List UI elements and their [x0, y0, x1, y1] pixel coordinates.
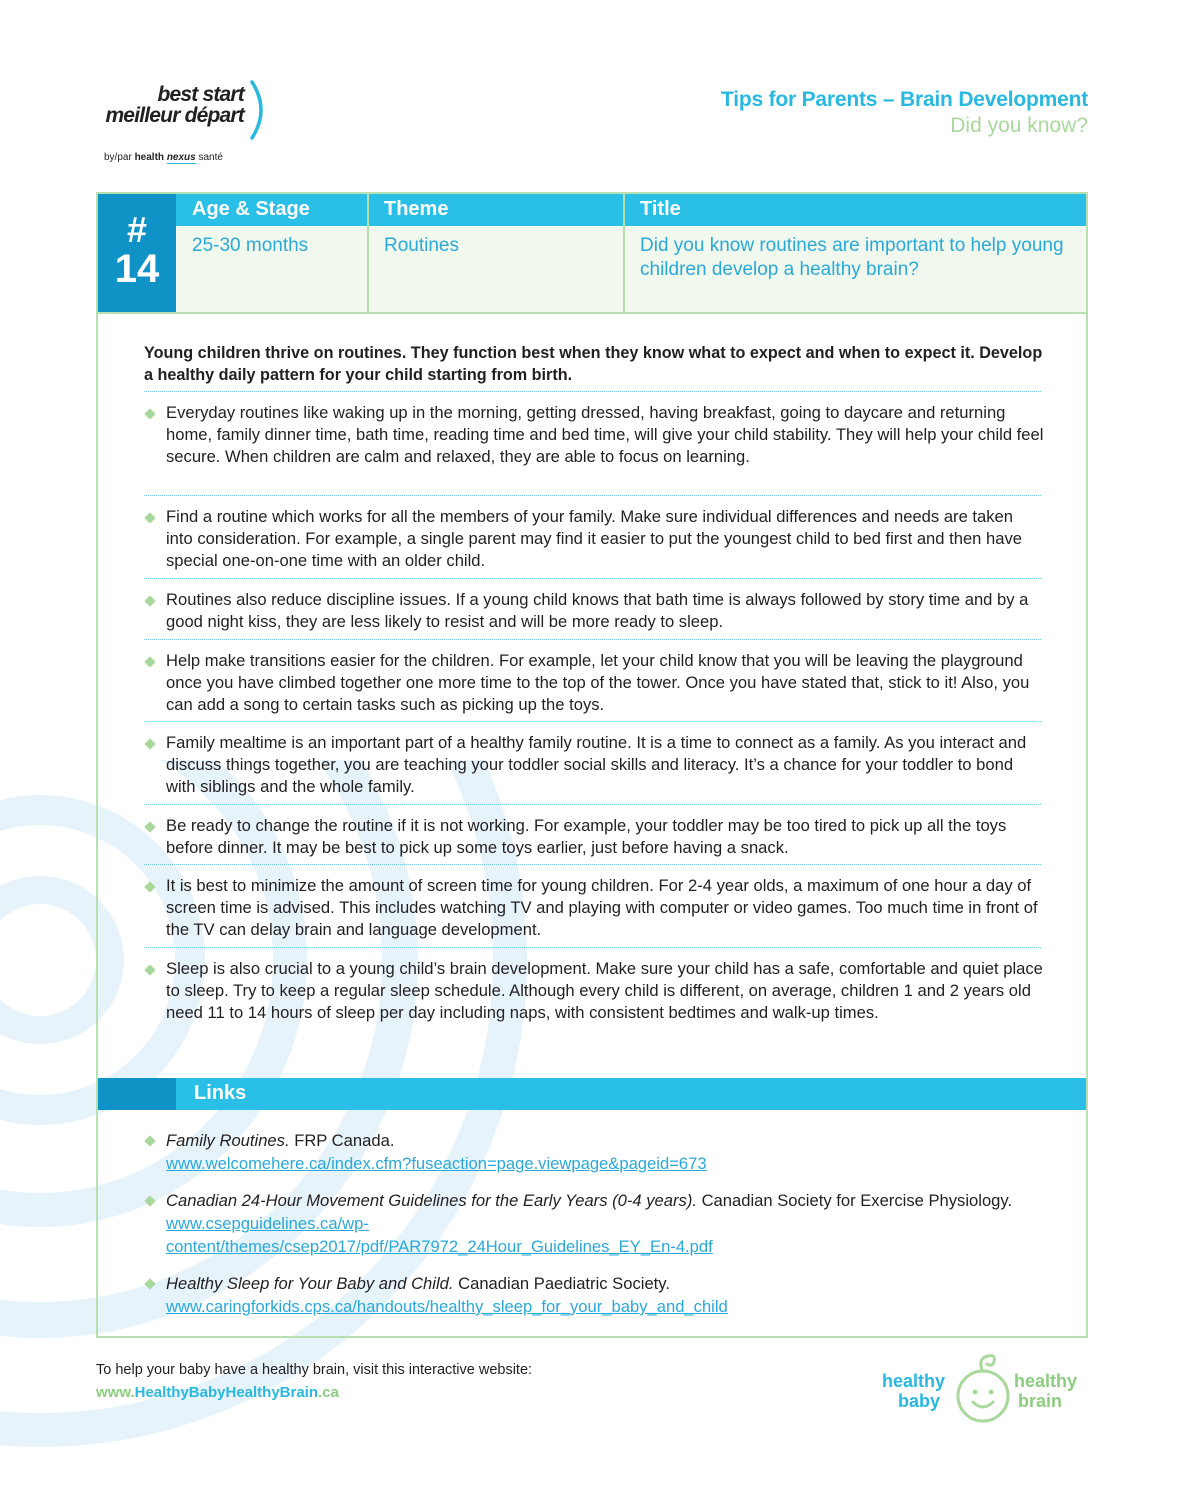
byline-health: health	[134, 152, 165, 163]
theme-value: Routines	[384, 235, 459, 256]
byline-nexus: nexus	[166, 152, 196, 163]
link-source: Canadian Paediatric Society.	[453, 1274, 670, 1293]
link-title: Family Routines.	[166, 1131, 290, 1150]
logo-arc-icon	[246, 80, 272, 140]
footer-website-link[interactable]	[96, 1384, 339, 1401]
diamond-bullet-icon	[144, 964, 155, 975]
best-start-logo	[104, 83, 244, 163]
link-item	[144, 1189, 1044, 1258]
logo-byline	[104, 152, 223, 163]
intro-paragraph: Young children thrive on routines. They function best when they know what to expect and when to expect it. Develop a healthy daily pattern for your child starting from birth.	[144, 344, 1043, 384]
tip-bullet	[144, 650, 1044, 716]
diamond-bullet-icon	[144, 881, 155, 892]
byline-prefix: by/par	[104, 152, 132, 163]
age-stage-header: Age & Stage	[192, 198, 310, 220]
link-source: Canadian Society for Exercise Physiology.	[696, 1191, 1013, 1210]
title-value: Did you know routines are important to help young children develop a healthy brain?	[640, 235, 1064, 280]
dotted-divider	[144, 721, 1041, 722]
diamond-bullet-icon	[144, 821, 155, 832]
dotted-divider	[144, 804, 1041, 805]
column-divider	[367, 194, 369, 312]
diamond-bullet-icon	[144, 1278, 155, 1289]
footer-url-main: HealthyBabyHealthyBrain	[134, 1384, 319, 1401]
bullet-text: Find a routine which works for all the members of your family. Make sure individual differences and needs are taken into consideration. For example, a single parent may find it easier to put the youngest child to bed first and then have special one-on-one time with an older child.	[166, 507, 1023, 570]
tip-bullet	[144, 815, 1044, 859]
dotted-divider	[144, 495, 1041, 496]
diamond-bullet-icon	[144, 738, 155, 749]
page-title: Tips for Parents – Brain Development	[720, 88, 1088, 111]
tip-bullet	[144, 732, 1044, 798]
page-subtitle: Did you know?	[950, 114, 1088, 137]
tip-bullet	[144, 402, 1044, 468]
link-url-part2[interactable]: content/themes/csep2017/pdf/PAR7972_24Hour_Guidelines_EY_En-4.pdf	[166, 1237, 713, 1256]
footer-url-prefix: www.	[96, 1384, 135, 1401]
diamond-bullet-icon	[144, 512, 155, 523]
link-url-part1[interactable]: www.csepguidelines.ca/wp-	[166, 1214, 369, 1233]
link-item	[144, 1272, 1044, 1318]
logo-word: healthy	[1014, 1371, 1078, 1391]
links-heading: Links	[194, 1082, 247, 1104]
dotted-divider	[144, 578, 1041, 579]
baby-face-icon	[952, 1350, 1014, 1428]
dotted-divider	[144, 391, 1041, 392]
meta-separator	[98, 312, 1086, 314]
diamond-bullet-icon	[144, 656, 155, 667]
age-stage-value: 25-30 months	[192, 235, 309, 256]
tip-number-box	[98, 194, 176, 312]
link-source: FRP Canada.	[289, 1131, 395, 1150]
link-item	[144, 1129, 1044, 1175]
logo-word: healthy	[882, 1371, 946, 1391]
logo-line-1: best start	[157, 83, 244, 106]
title-header: Title	[640, 198, 681, 220]
dotted-divider	[144, 947, 1041, 948]
bullet-text: Be ready to change the routine if it is not working. For example, your toddler may be too tired to pick up all the toys before dinner. It may be best to pick up some toys earlier, just before having a snack.	[166, 816, 1007, 857]
bullet-text: Sleep is also crucial to a young child’s brain development. Make sure your child has a safe, comfortable and quiet place to sleep. Try to keep a regular sleep schedule. Although every child is different, on average, children 1 and 2 years old need 11 to 14 hours of sleep per day including naps, with consistent bedtimes and walk-up times.	[166, 959, 1043, 1022]
tip-number: 14	[114, 247, 160, 291]
theme-header: Theme	[384, 198, 449, 220]
diamond-bullet-icon	[144, 595, 155, 606]
bullet-text: Family mealtime is an important part of a healthy family routine. It is a time to connect as a family. As you interact and discuss things together, you are teaching your toddler social skills and literacy. It’s a chance for your toddler to bond with siblings and the whole family.	[166, 733, 1027, 796]
header-title-block	[721, 88, 1088, 138]
tip-bullet	[144, 958, 1044, 1024]
logo-line-2: meilleur départ	[105, 104, 244, 127]
link-url[interactable]: www.welcomehere.ca/index.cfm?fuseaction=page.viewpage&pageid=673	[166, 1154, 707, 1173]
dotted-divider	[144, 864, 1041, 865]
dotted-divider	[144, 639, 1041, 640]
link-title: Canadian 24-Hour Movement Guidelines for the Early Years (0-4 years).	[166, 1191, 697, 1210]
tip-bullet	[144, 506, 1044, 572]
diamond-bullet-icon	[144, 408, 155, 419]
byline-sante: santé	[198, 152, 223, 163]
tip-hash: #	[126, 209, 148, 250]
column-divider	[623, 194, 625, 312]
footer-text: To help your baby have a healthy brain, visit this interactive website:	[96, 1362, 533, 1378]
link-title: Healthy Sleep for Your Baby and Child.	[166, 1274, 454, 1293]
meta-header-row	[176, 194, 1086, 226]
link-url[interactable]: www.caringforkids.cps.ca/handouts/healthy_sleep_for_your_baby_and_child	[166, 1297, 728, 1316]
logo-word: brain	[1018, 1391, 1063, 1411]
links-bar-dark	[98, 1078, 176, 1110]
links-bar-light	[176, 1078, 1086, 1110]
bullet-text: It is best to minimize the amount of screen time for young children. For 2-4 year olds, a maximum of one hour a day of screen time is advised. This includes watching TV and playing with computer or video games. Too much time in front of the TV can delay brain and language development.	[166, 876, 1038, 939]
bullet-text: Routines also reduce discipline issues. If a young child knows that bath time is always followed by story time and by a good night kiss, they are less likely to resist and will be more ready to sleep.	[166, 590, 1029, 631]
tip-bullet	[144, 875, 1044, 941]
bullet-text: Help make transitions easier for the children. For example, let your child know that you will be leaving the playground once you have climbed together one more time to the top of the tower. Once you have stated that, stick to it! Also, you can add a song to certain tasks such as picking up the toys.	[166, 651, 1030, 714]
tip-bullet	[144, 589, 1044, 633]
bullet-text: Everyday routines like waking up in the morning, getting dressed, having breakfast, going to daycare and returning home, family dinner time, bath time, reading time and bed time, will give your child stability. They will help your child feel secure. When children are calm and relaxed, they are able to focus on learning.	[166, 403, 1044, 466]
content-panel	[96, 192, 1088, 1338]
diamond-bullet-icon	[144, 1195, 155, 1206]
healthy-baby-healthy-brain-logo	[876, 1350, 1088, 1430]
meta-value-row	[176, 226, 1086, 312]
logo-word: baby	[898, 1391, 941, 1411]
links-header-bar	[98, 1078, 1086, 1110]
diamond-bullet-icon	[144, 1135, 155, 1146]
footer-url-suffix: .ca	[318, 1384, 339, 1401]
